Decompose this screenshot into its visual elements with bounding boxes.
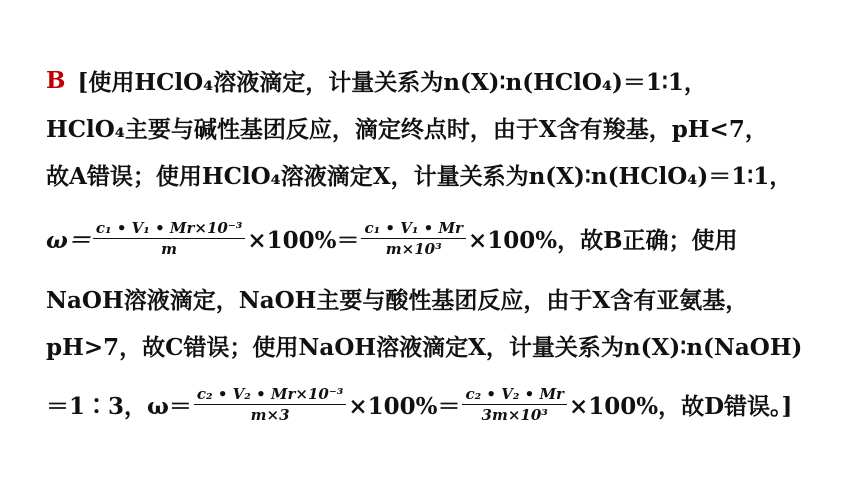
text-line-4: [46, 282, 818, 315]
formula-b-fraction-2-denominator: m×10³: [385, 240, 442, 258]
formula-d-lhs: ＝1∶3，ω＝: [46, 393, 192, 420]
formula-d-fraction-1: [194, 384, 346, 425]
answer-letter: B: [46, 67, 66, 94]
formula-d-mid: ×100%＝: [348, 393, 461, 420]
line-2-text: HClO₄主要与碱性基团反应，滴定终点时，由于X含有羧基，pH<7，: [46, 116, 768, 143]
formula-d-fraction-1-numerator: c₂ • V₂ • Mr×10⁻³: [196, 385, 344, 403]
formula-b-fraction-1-numerator: c₁ • V₁ • Mr×10⁻³: [95, 219, 243, 237]
line-5-text: pH>7，故C错误；使用NaOH溶液滴定X，计量关系为n(X)∶n(NaOH): [46, 334, 803, 361]
formula-b-lhs: ω＝: [46, 227, 91, 254]
formula-d-fraction-2-denominator: 3m×10³: [481, 406, 548, 424]
formula-line-d: [46, 384, 818, 425]
formula-b-mid: ×100%＝: [247, 227, 360, 254]
formula-b-fraction-2-numerator: c₁ • V₁ • Mr: [364, 219, 463, 237]
formula-b-tail: ×100%，故B正确；使用: [467, 227, 738, 254]
line-3-text: 故A错误；使用HClO₄溶液滴定X，计量关系为n(X)∶n(HClO₄)＝1∶1，: [46, 163, 793, 190]
formula-d-fraction-2: [462, 384, 566, 425]
text-line-3: [46, 158, 818, 191]
formula-d-fraction-1-denominator: m×3: [250, 406, 290, 424]
formula-line-b: [46, 218, 818, 259]
line-1-text: [使用HClO₄溶液滴定，计量关系为n(X)∶n(HClO₄)＝1∶1，: [77, 69, 707, 96]
formula-d-tail: ×100%，故D错误。]: [568, 393, 793, 420]
text-line-1: [46, 64, 818, 97]
text-line-2: [46, 111, 818, 144]
formula-b-fraction-2: [361, 218, 465, 259]
formula-b-fraction-1-denominator: m: [161, 240, 178, 258]
formula-b-fraction-1: [93, 218, 245, 259]
line-4-text: NaOH溶液滴定，NaOH主要与酸性基团反应，由于X含有亚氨基，: [46, 287, 749, 314]
formula-d-fraction-2-numerator: c₂ • V₂ • Mr: [465, 385, 564, 403]
text-line-5: [46, 329, 818, 362]
